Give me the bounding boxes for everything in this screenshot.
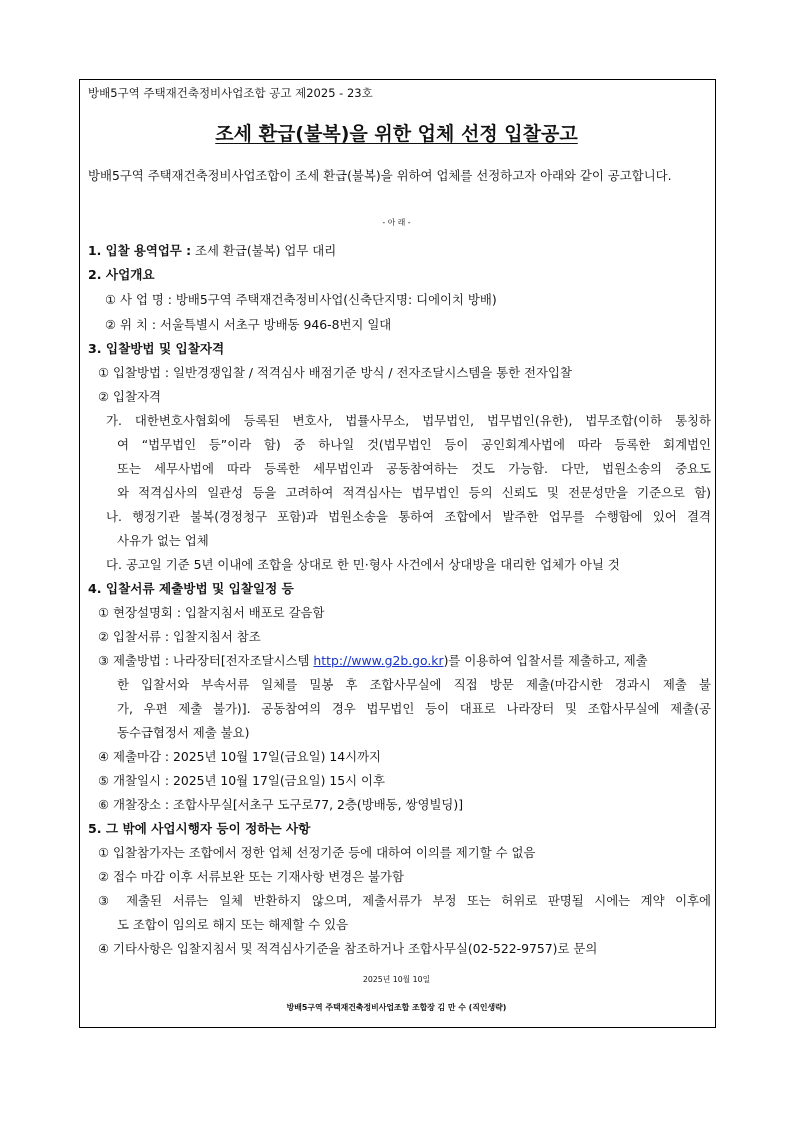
section-3-na-line-1: 나. 행정기관 불복(경정청구 포함)과 법원소송을 통하여 조합에서 발주한 업무를 수행함에 있어 결격 bbox=[106, 509, 711, 524]
section-3-da-line-1: 다. 공고일 기준 5년 이내에 조합을 상대로 한 민·형사 사건에서 상대방을 대리한 업체가 아닐 것 bbox=[106, 557, 620, 572]
section-2-heading: 2. 사업개요 bbox=[88, 267, 155, 282]
section-4-item-2: ② 입찰서류 : 입찰지침서 참조 bbox=[98, 629, 261, 644]
page-title: 조세 환급(불복)을 위한 업체 선정 입찰공고 bbox=[215, 123, 578, 145]
section-1-value: 조세 환급(불복) 업무 대리 bbox=[195, 243, 337, 258]
intro-paragraph: 방배5구역 주택재건축정비사업조합이 조세 환급(불복)을 위하여 업체를 선정하고자 아래와 같이 공고합니다. bbox=[88, 168, 672, 183]
section-3-item-2: ② 입찰자격 bbox=[98, 389, 161, 404]
section-4-item-3-line-4: 동수급협정서 제출 불요) bbox=[117, 725, 250, 740]
section-4-item-3-text: ③ 제출방법 : 나라장터[전자조달시스템 bbox=[98, 653, 314, 668]
section-1 bbox=[88, 245, 336, 257]
section-5-item-2: ② 접수 마감 이후 서류보완 또는 기재사항 변경은 불가함 bbox=[98, 869, 404, 884]
section-1-heading: 1. 입찰 용역업무 : bbox=[88, 243, 192, 258]
section-2-item-2: ② 위 치 : 서울특별시 서초구 방배동 946-8번지 일대 bbox=[105, 317, 392, 332]
section-5-item-3-line-2: 도 조합이 임의로 해지 또는 해제할 수 있음 bbox=[117, 917, 349, 932]
section-4-heading: 4. 입찰서류 제출방법 및 입찰일정 등 bbox=[88, 581, 294, 596]
section-4-item-4: ④ 제출마감 : 2025년 10월 17일(금요일) 14시까지 bbox=[98, 749, 382, 764]
separator: - 아 래 - bbox=[382, 218, 411, 227]
section-5-item-1: ① 입찰참가자는 조합에서 정한 업체 선정기준 등에 대하여 이의를 제기할 수 없음 bbox=[98, 845, 536, 860]
section-3-item-1: ① 입찰방법 : 일반경쟁입찰 / 적격심사 배점기준 방식 / 전자조달시스템을 통한 전자입찰 bbox=[98, 365, 572, 380]
signature: 방배5구역 주택재건축정비사업조합 조합장 김 만 수 (직인생략) bbox=[286, 1003, 507, 1012]
section-4-item-1: ① 현장설명회 : 입찰지침서 배포로 갈음함 bbox=[98, 605, 325, 620]
section-4-item-3-line-2: 한 입찰서와 부속서류 일체를 밀봉 후 조합사무실에 직접 방문 제출(마감시한 경과시 제출 불 bbox=[117, 677, 711, 692]
section-2-item-1: ① 사 업 명 : 방배5구역 주택재건축정비사업(신축단지명: 디에이치 방배) bbox=[105, 292, 497, 307]
section-4-item-3 bbox=[98, 655, 648, 667]
notice-number: 방배5구역 주택재건축정비사업조합 공고 제2025 - 23호 bbox=[88, 86, 373, 100]
section-4-item-5: ⑤ 개찰일시 : 2025년 10월 17일(금요일) 15시 이후 bbox=[98, 773, 385, 788]
section-3-ga-line-3: 또는 세무사법에 따라 등록한 세무법인과 공동참여하는 것도 가능함. 다만, 법원소송의 중요도 bbox=[117, 461, 711, 476]
section-3-na-line-2: 사유가 없는 업체 bbox=[117, 533, 209, 548]
section-4-item-3-line-3: 가, 우편 제출 불가)]. 공동참여의 경우 법무법인 등이 대표로 나라장터 및 조합사무실에 제출(공 bbox=[117, 701, 711, 716]
g2b-link[interactable]: http://www.g2b.go.kr bbox=[313, 653, 444, 668]
section-5-item-4: ④ 기타사항은 입찰지침서 및 적격심사기준을 참조하거나 조합사무실(02-522-9757)로 문의 bbox=[98, 941, 598, 956]
section-5-heading: 5. 그 밖에 사업시행자 등이 정하는 사항 bbox=[88, 821, 311, 836]
notice-date: 2025년 10월 10일 bbox=[362, 975, 431, 984]
section-3-ga-line-4: 와 적격심사의 일관성 등을 고려하여 적격심사는 법무법인 등의 신뢰도 및 전문성만을 기준으로 함) bbox=[117, 485, 711, 500]
section-3-ga-line-2: 여 “법무법인 등”이라 함) 중 하나일 것(법무법인 등이 공인회계사법에 따라 등록한 회계법인 bbox=[117, 437, 711, 452]
section-4-item-6: ⑥ 개찰장소 : 조합사무실[서초구 도구로77, 2층(방배동, 쌍영빌딩)] bbox=[98, 797, 464, 812]
section-3-heading: 3. 입찰방법 및 입찰자격 bbox=[88, 341, 225, 356]
section-4-item-3-text-end: )를 이용하여 입찰서를 제출하고, 제출 bbox=[443, 653, 648, 668]
section-3-ga-line-1: 가. 대한변호사협회에 등록된 변호사, 법률사무소, 법무법인, 법무법인(유한), 법무조합(이하 통칭하 bbox=[106, 413, 711, 428]
section-5-item-3-line-1: ③ 제출된 서류는 일체 반환하지 않으며, 제출서류가 부정 또는 허위로 판명될 시에는 계약 이후에 bbox=[98, 893, 711, 908]
